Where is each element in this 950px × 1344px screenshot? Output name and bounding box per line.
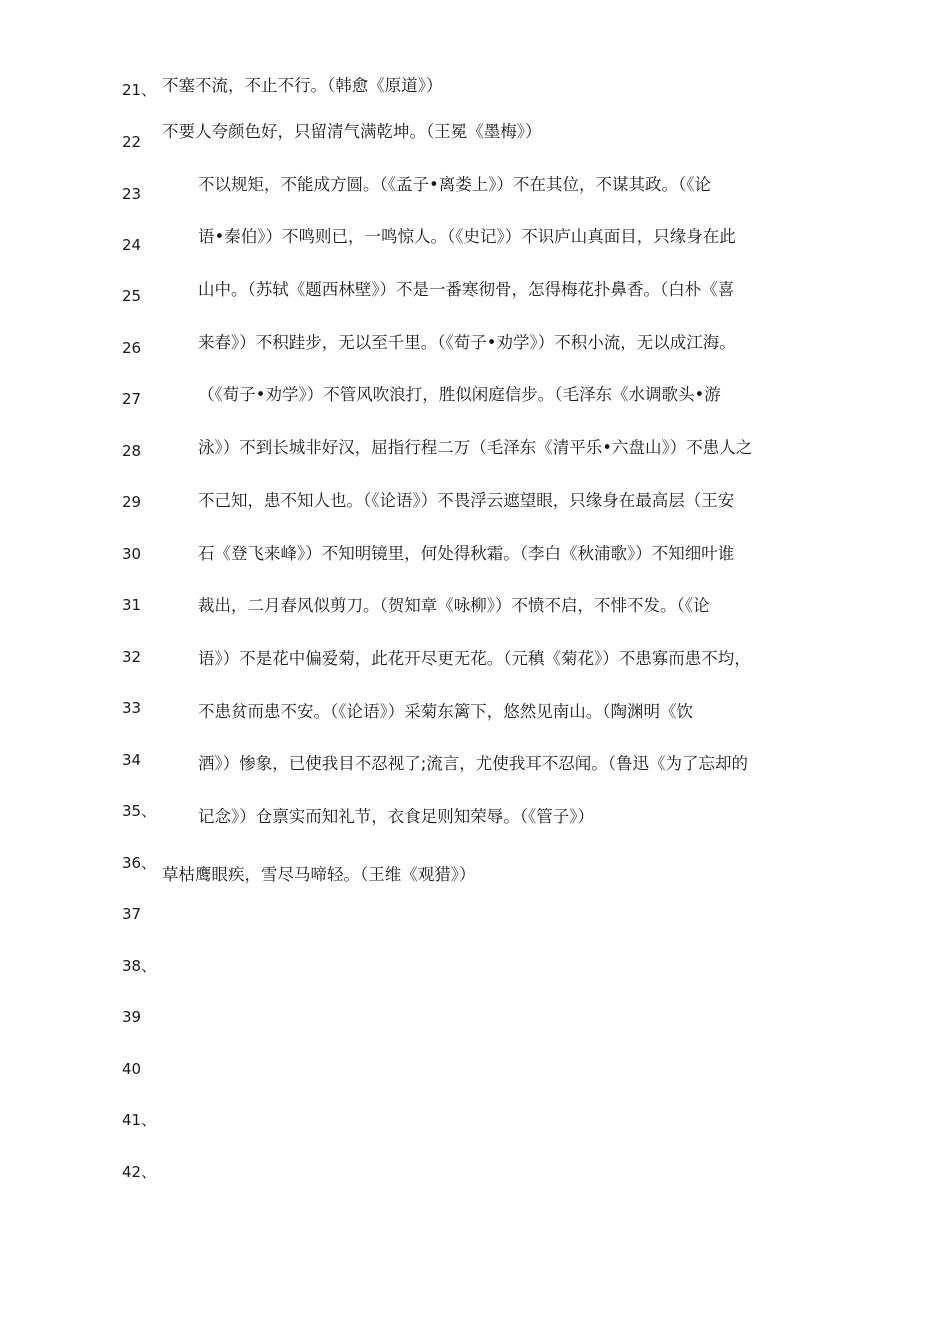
line-number: 32: [122, 648, 142, 666]
text-line: 泳》）不到长城非好汉，屈指行程二万（毛泽东《清平乐•六盘山》）不患人之: [198, 438, 753, 457]
text-line: 记念》）仓禀实而知礼节，衣食足则知荣辱。（《管子》）: [198, 807, 594, 826]
text-line: 不以规矩，不能成方圆。（《孟子•离娄上》）不在其位，不谋其政。（《论: [198, 175, 711, 194]
text-line: 石《登飞来峰》）不知明镜里，何处得秋霜。（李白《秋浦歌》）不知细叶谁: [198, 544, 735, 563]
line-number: 39: [122, 1008, 142, 1026]
text-line: 山中。（苏轼《题西林壁》）不是一番寒彻骨，怎得梅花扑鼻香。（白朴《喜: [198, 280, 735, 299]
text-line: （《荀子•劝学》）不管风吹浪打，胜似闲庭信步。（毛泽东《水调歌头•游: [198, 385, 721, 404]
line-number: 31: [122, 596, 142, 614]
line-number: 42、: [122, 1163, 157, 1181]
text-line: 不患贫而患不安。（《论语》）采菊东篱下，悠然见南山。（陶渊明《饮: [198, 702, 693, 721]
line-number: 23: [122, 185, 142, 203]
line-number: 28: [122, 442, 142, 460]
line-number: 35、: [122, 802, 157, 820]
text-line: 不要人夸颜色好，只留清气满乾坤。（王冕《墨梅》）: [162, 122, 542, 141]
text-line: 语•秦伯》）不鸣则已，一鸣惊人。（《史记》）不识庐山真面目，只缘身在此: [198, 227, 736, 246]
line-number: 40: [122, 1060, 142, 1078]
text-line: 酒》）惨象，已使我目不忍视了;流言，尤使我耳不忍闻。（鲁迅《为了忘却的: [198, 754, 749, 773]
line-number: 34: [122, 751, 142, 769]
line-number: 22: [122, 133, 142, 151]
text-line: 草枯鹰眼疾，雪尽马啼轻。（王维《观猎》）: [162, 865, 476, 884]
line-number: 21、: [122, 81, 157, 99]
line-number: 37: [122, 905, 142, 923]
text-line: 不塞不流，不止不行。（韩愈《原道》）: [162, 76, 443, 95]
line-number: 41、: [122, 1111, 157, 1129]
line-number: 26: [122, 339, 142, 357]
line-number: 24: [122, 236, 142, 254]
text-line: 语》）不是花中偏爱菊，此花开尽更无花。（元稹《菊花》）不患寡而患不均，: [198, 649, 751, 668]
line-number: 36、: [122, 854, 157, 872]
line-number: 27: [122, 390, 142, 408]
line-number: 38、: [122, 957, 157, 975]
text-line: 不己知，患不知人也。（《论语》）不畏浮云遮望眼，只缘身在最高层（王安: [198, 491, 735, 510]
line-number: 29: [122, 493, 142, 511]
line-number: 33: [122, 699, 142, 717]
text-line: 裁出，二月春风似剪刀。（贺知章《咏柳》）不愤不启，不悱不发。（《论: [198, 596, 710, 615]
line-number: 25: [122, 287, 142, 305]
line-number: 30: [122, 545, 142, 563]
text-line: 来春》）不积跬步，无以至千里。（《荀子•劝学》）不积小流，无以成江海。: [198, 333, 736, 352]
